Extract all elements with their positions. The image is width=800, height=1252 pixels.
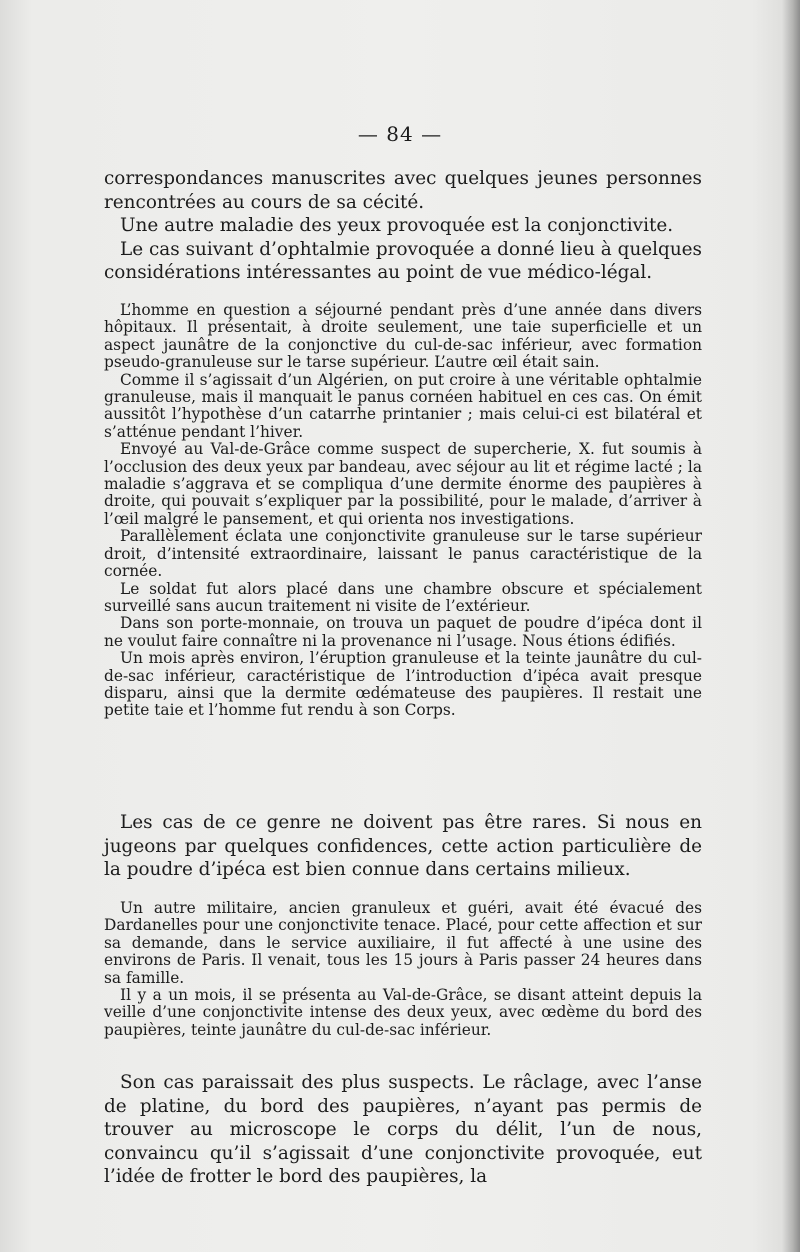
paragraph: Une autre maladie des yeux provoquée est la conjonctivite. (120, 215, 674, 236)
case-two-block (104, 900, 702, 1039)
intro-text-block (104, 167, 702, 285)
paragraph: L’homme en question a séjourné pendant près d’une année dans divers hôpitaux. Il présentait, à droite seulement, une taie superficielle et un aspect jaunâtre de la conjonctive du cul-de-sac inférieur, avec formation pseudo-granuleuse sur le tarse supérieur. L’autre œil était sain. (104, 301, 702, 372)
page-number: — 84 — (357, 122, 443, 146)
paragraph: Un autre militaire, ancien granuleux et guéri, avait été évacué des Dardanelles pour une conjonctivite tenace. Placé, pour cette affection et sur sa demande, dans le service auxiliaire, il fut affecté à une usine des environs de Paris. Il venait, tous les 15 jours à Paris passer 24 heures dans sa famille. (104, 899, 702, 987)
case-one-block (104, 302, 702, 720)
commentary-block (104, 811, 702, 882)
paragraph: Un mois après environ, l’éruption granuleuse et la teinte jaunâtre du cul-de-sac inférieur, caractéristique de l’introduction d’ipéca avait presque disparu, ainsi que la dermite œdémateuse des paupières. Il restait une petite taie et l’homme fut rendu à son Corps. (104, 649, 702, 720)
paragraph: Le soldat fut alors placé dans une chambre obscure et spécialement surveillé sans aucun traitement ni visite de l’extérieur. (104, 579, 702, 615)
paragraph: Les cas de ce genre ne doivent pas être rares. Si nous en jugeons par quelques confidences, cette action particulière de la poudre d’ipéca est bien connue dans certains milieux. (104, 812, 702, 880)
continuation-block (104, 1071, 702, 1189)
paragraph: Il y a un mois, il se présenta au Val-de-Grâce, se disant atteint depuis la veille d’une conjonctivite intense des deux yeux, avec œdème du bord des paupières, teinte jaunâtre du cul-de-sac inférieur. (104, 986, 702, 1039)
paragraph: Son cas paraissait des plus suspects. Le râclage, avec l’anse de platine, du bord des paupières, n’ayant pas permis de trouver au microscope le corps du délit, l’un de nous, convaincu qu’il s’agissait d’une conjonctivite provoquée, eut l’idée de frotter le bord des paupières, la (104, 1072, 702, 1187)
paragraph: correspondances manuscrites avec quelques jeunes personnes rencontrées au cours de sa cécité. (104, 168, 702, 213)
paragraph: Comme il s’agissait d’un Algérien, on put croire à une véritable ophtalmie granuleuse, mais il manquait le panus cornéen habituel en ces cas. On émit aussitôt l’hypothèse d’un catarrhe printanier ; mais celui-ci est bilatéral et s’atténue pendant l’hiver. (104, 370, 702, 441)
paragraph: Envoyé au Val-de-Grâce comme suspect de supercherie, X. fut soumis à l’occlusion des deux yeux par bandeau, avec séjour au lit et régime lacté ; la maladie s’aggrava et se compliqua d’une dermite énorme des paupières à droite, qui pouvait s’expliquer par la possibilité, pour le malade, d’arriver à l’œil malgré le pansement, et qui orienta nos investigations. (104, 440, 702, 528)
page-edge-shadow (782, 0, 800, 1252)
paragraph: Parallèlement éclata une conjonctivite granuleuse sur le tarse supérieur droit, d’intensité extraordinaire, laissant le panus caractéristique de la cornée. (104, 527, 702, 581)
paragraph: Dans son porte-monnaie, on trouva un paquet de poudre d’ipéca dont il ne voulut faire connaître ni la provenance ni l’usage. Nous étions édifiés. (104, 614, 702, 650)
paragraph: Le cas suivant d’ophtalmie provoquée a donné lieu à quelques considérations intéressantes au point de vue médico-légal. (104, 238, 702, 283)
